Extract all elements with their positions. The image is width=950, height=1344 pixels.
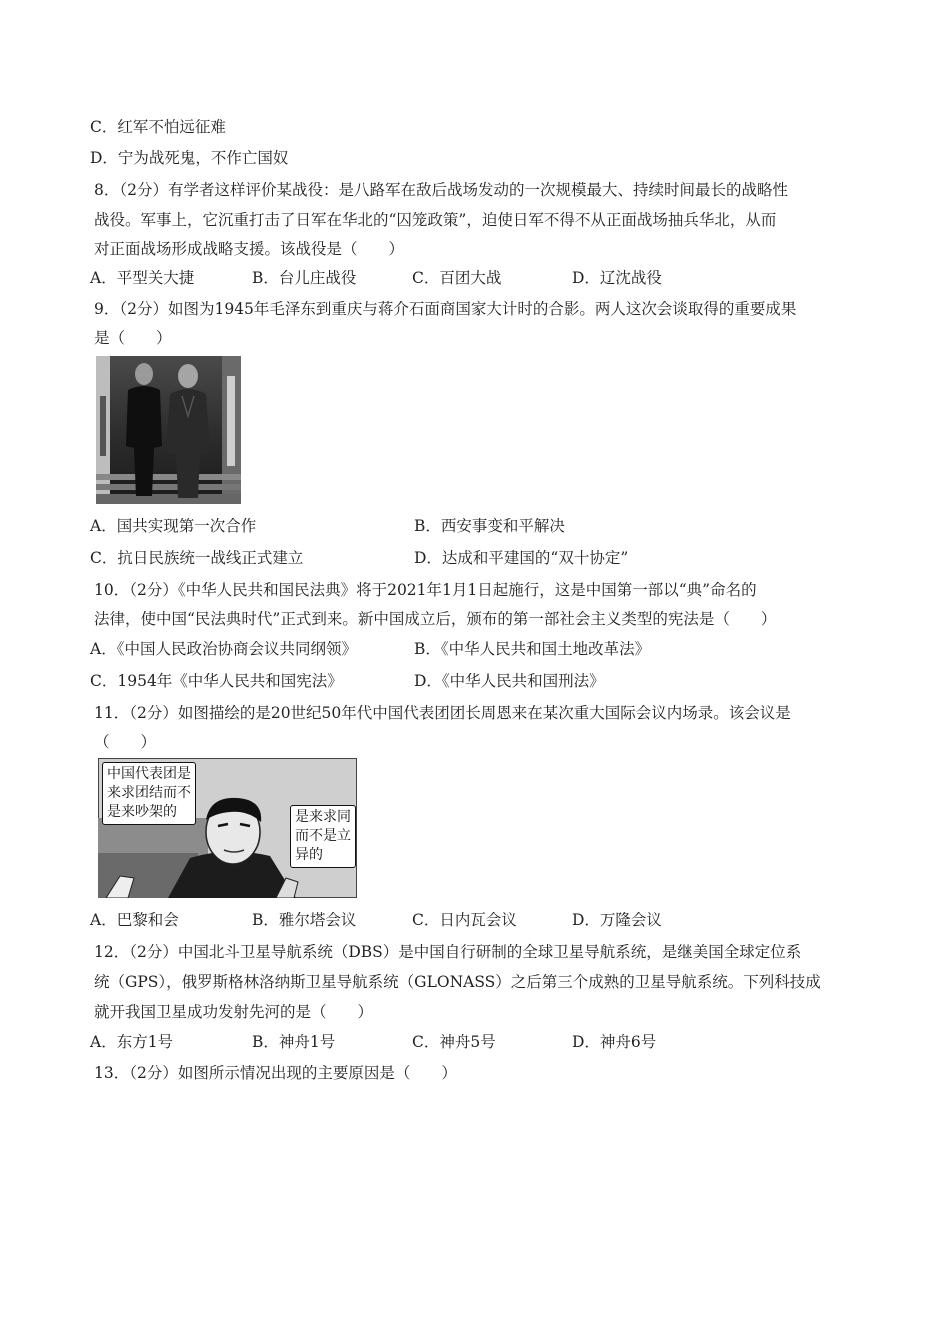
q8-option-c: C．百团大战 — [412, 269, 502, 287]
q9-stem-line2: 是（ ） — [94, 329, 172, 347]
q12-stem-line3: 就开我国卫星成功发射先河的是（ ） — [94, 1003, 374, 1021]
bubble-right-line2: 而不是立 — [295, 828, 351, 844]
q10-option-a: A．《中国人民政治协商会议共同纲领》 — [90, 640, 357, 658]
q12-option-a: A．东方1号 — [90, 1033, 174, 1051]
q10-option-b: B．《中华人民共和国土地改革法》 — [414, 640, 651, 658]
q12-option-c: C．神舟5号 — [412, 1033, 496, 1051]
q8-option-d: D．辽沈战役 — [572, 269, 662, 287]
q7-option-c: C．红军不怕远征难 — [90, 118, 226, 136]
q9-option-c: C．抗日民族统一战线正式建立 — [90, 549, 304, 567]
speech-bubble-left — [102, 762, 196, 825]
chongqing-negotiation-photo — [96, 356, 241, 504]
zhou-enlai-cartoon — [98, 758, 357, 898]
q12-stem-line1: 12．（2分）中国北斗卫星导航系统（DBS）是中国自行研制的全球卫星导航系统，是继美国全球定位系 — [94, 943, 802, 961]
q10-option-c: C．1954年《中华人民共和国宪法》 — [90, 672, 343, 690]
q8-option-b: B．台儿庄战役 — [252, 269, 357, 287]
bubble-left-line1: 中国代表团是 — [107, 766, 191, 782]
q10-stem-line1: 10．（2分）《中华人民共和国民法典》将于2021年1月1日起施行，这是中国第一部以“典”命名的 — [94, 581, 757, 599]
q8-stem-line3: 对正面战场形成战略支援。该战役是（ ） — [94, 240, 405, 258]
q11-option-c: C．日内瓦会议 — [412, 911, 517, 929]
q9-option-d: D．达成和平建国的“双十协定” — [414, 549, 629, 567]
q8-option-a: A．平型关大捷 — [90, 269, 195, 287]
bubble-left-line2: 来求团结而不 — [107, 785, 191, 801]
q9-option-b: B．西安事变和平解决 — [414, 517, 565, 535]
bubble-right-line1: 是来求同 — [295, 809, 351, 825]
photo-graphic — [96, 356, 241, 504]
bubble-left-line3: 是来吵架的 — [107, 804, 177, 820]
q11-option-a: A．巴黎和会 — [90, 911, 179, 929]
q11-stem-line1: 11．（2分）如图描绘的是20世纪50年代中国代表团团长周恩来在某次重大国际会议内场录。该会议是 — [94, 704, 791, 722]
q8-stem-line1: 8．（2分）有学者这样评价某战役：是八路军在敌后战场发动的一次规模最大、持续时间最长的战略性 — [94, 181, 788, 199]
speech-bubble-right — [290, 805, 356, 868]
bubble-right-line3: 异的 — [295, 847, 323, 863]
q9-option-a: A．国共实现第一次合作 — [90, 517, 257, 535]
q9-stem-line1: 9．（2分）如图为1945年毛泽东到重庆与蒋介石面商国家大计时的合影。两人这次会谈取得的重要成果 — [94, 300, 797, 318]
q8-stem-line2: 战役。军事上，它沉重打击了日军在华北的“囚笼政策”，迫使日军不得不从正面战场抽兵华北，从而 — [94, 211, 777, 229]
q13-stem-line1: 13．（2分）如图所示情况出现的主要原因是（ ） — [94, 1064, 457, 1082]
q10-stem-line2: 法律，使中国“民法典时代”正式到来。新中国成立后，颁布的第一部社会主义类型的宪法是（ ） — [94, 610, 777, 628]
q10-option-d: D．《中华人民共和国刑法》 — [414, 672, 605, 690]
q12-option-d: D．神舟6号 — [572, 1033, 657, 1051]
q7-option-d: D．宁为战死鬼，不作亡国奴 — [90, 149, 289, 167]
q11-option-b: B．雅尔塔会议 — [252, 911, 357, 929]
q11-option-d: D．万隆会议 — [572, 911, 662, 929]
q12-option-b: B．神舟1号 — [252, 1033, 336, 1051]
q11-stem-line2: （ ） — [94, 733, 157, 751]
q12-stem-line2: 统（GPS），俄罗斯格林洛纳斯卫星导航系统（GLONASS）之后第三个成熟的卫星导航系统。下列科技成 — [94, 973, 821, 991]
